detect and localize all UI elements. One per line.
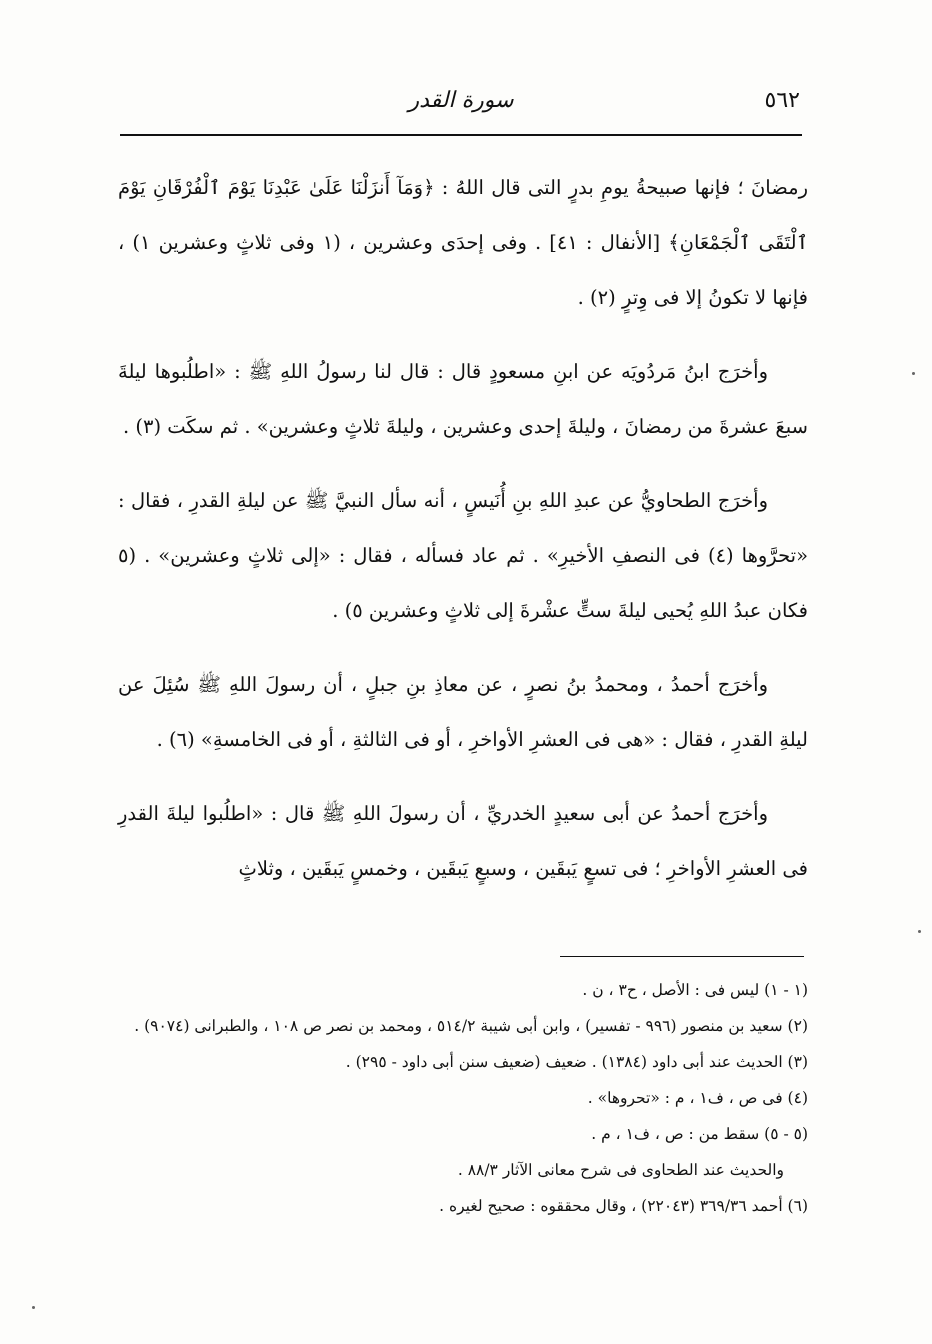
header-rule (120, 134, 802, 136)
surah-title: سورة القدر (408, 88, 514, 113)
footnote: والحديث عند الطحاوى فى شرح معانى الآثار ٨٨/٣ . (457, 1161, 784, 1179)
scan-speck (912, 372, 915, 375)
footnotes (118, 972, 808, 1224)
scan-speck (32, 1306, 35, 1309)
main-text (118, 160, 808, 915)
paragraph: وأخرَج الطحاويُّ عن عبدِ اللهِ بنِ أُنَيسٍ ، أنه سأل النبيَّ ﷺ عن ليلةِ القدرِ ، فقال : «تحرَّوها (٤) فى النصفِ الأخيرِ» . ثم عاد فسأله ، فقال : «إلى ثلاثٍ وعشرين» . (٥ فكان عبدُ اللهِ يُحيى ليلةَ ستٍّ عشْرةَ إلى ثلاثٍ وعشرين ٥) . (118, 489, 809, 622)
footnote: (٤) فى ص ، ف١ ، م : «تحروها» . (587, 1089, 808, 1107)
page-number: ٥٦٢ (764, 88, 800, 113)
footnote: (٣) الحديث عند أبى داود (١٣٨٤) . ضعيف (ضعيف سنن أبى داود - ٢٩٥) . (345, 1053, 808, 1071)
paragraph: وأخرَج أحمدُ عن أبى سعيدٍ الخدريِّ ، أن رسولَ اللهِ ﷺ قال : «اطلُبوا ليلةَ القدرِ فى العشرِ الأواخرِ ؛ فى تسعٍ يَبقَين ، وسبعٍ يَبقَين ، وخمسٍ يَبقَين ، وثلاثٍ (118, 802, 808, 880)
footnote: (٢) سعيد بن منصور (٩٩٦ - تفسير) ، وابن أبى شيبة ٥١٤/٢ ، ومحمد بن نصر ص ١٠٨ ، والطبرانى (٩٠٧٤) . (134, 1017, 808, 1035)
footnote: (٦) أحمد ٣٦٩/٣٦ (٢٢٠٤٣) ، وقال محققوه : صحيح لغيره . (439, 1197, 808, 1215)
page-header (122, 88, 800, 124)
paragraph: وأخرَج ابنُ مَردُويَه عن ابنِ مسعودٍ قال : قال لنا رسولُ اللهِ ﷺ : «اطلُبوها ليلةَ سبعَ عشرةَ من رمضانَ ، وليلةَ إحدى وعشرين ، وليلةَ ثلاثٍ وعشرين» . ثم سكَت (٣) . (118, 360, 808, 438)
paragraph: وأخرَج أحمدُ ، ومحمدُ بنُ نصرٍ ، عن معاذِ بنِ جبلٍ ، أن رسولَ اللهِ ﷺ سُئِلَ عن ليلةِ القدرِ ، فقال : «هى فى العشرِ الأواخرِ ، أو فى الثالثةِ ، أو فى الخامسةِ» (٦) . (118, 673, 808, 751)
footnote: (١ - ١) ليس فى : الأصل ، ح٣ ، ن . (582, 981, 808, 999)
paragraph: رمضانَ ؛ فإنها صبيحةُ يومِ بدرٍ التى قال اللهُ : ﴿وَمَآ أَنزَلْنَا عَلَىٰ عَبْدِنَا يَوْمَ ٱلْفُرْقَانِ يَوْمَ ٱلْتَقَى ٱلْجَمْعَانِ﴾ [الأنفال : ٤١] . وفى إحدَى وعشرين ، (١ وفى ثلاثٍ وعشرين ١) ، فإنها لا تكونُ إلا فى وِترٍ (٢) . (118, 176, 809, 309)
footnote-rule (560, 956, 804, 957)
scan-speck (918, 930, 921, 933)
footnote: (٥ - ٥) سقط من : ص ، ف١ ، م . (591, 1125, 808, 1143)
